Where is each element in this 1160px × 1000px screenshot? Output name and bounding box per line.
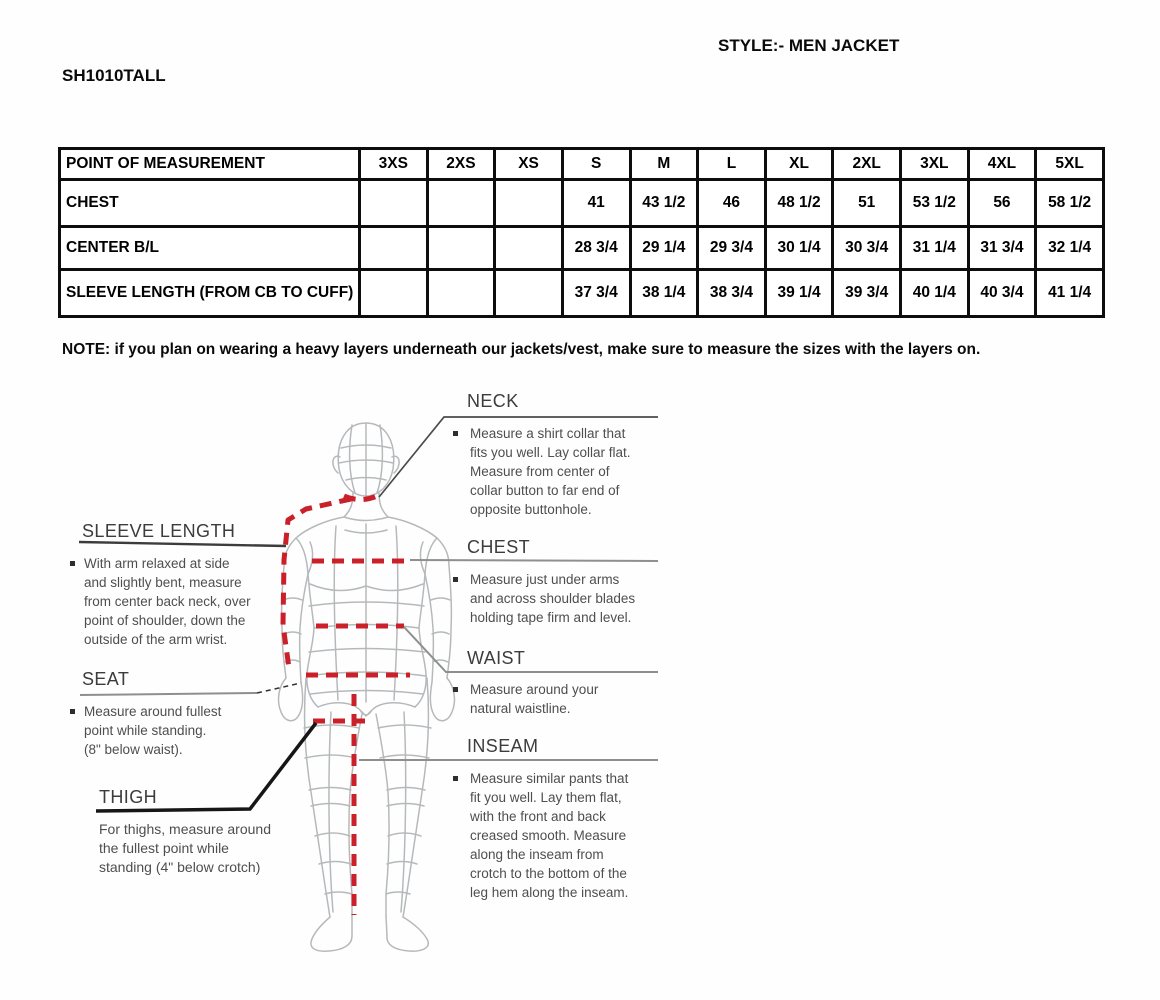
thigh-heading: THIGH: [99, 787, 157, 807]
col-header: POINT OF MEASUREMENT: [60, 149, 360, 180]
size-value-cell: 40 1/4: [901, 270, 969, 317]
sleeve-underline: [79, 542, 286, 546]
col-header: 2XS: [427, 149, 495, 180]
size-value-cell: 30 1/4: [765, 227, 833, 270]
size-value-cell: 38 3/4: [698, 270, 766, 317]
size-value-cell: 28 3/4: [562, 227, 630, 270]
chest-heading: CHEST: [467, 537, 531, 557]
bullet-icon: [453, 687, 458, 692]
thigh-instructions: For thighs, measure around the fullest point while standing (4" below crotch): [99, 821, 271, 875]
sleeve-instructions: With arm relaxed at side and slightly bent, measure from center back neck, over point of shoulder, down the outside of the arm wrist.: [84, 556, 251, 647]
seat-heading: SEAT: [82, 669, 130, 689]
col-header: XL: [765, 149, 833, 180]
style-title: STYLE:- MEN JACKET: [718, 36, 900, 55]
size-value-cell: 39 1/4: [765, 270, 833, 317]
mannequin-wireframe: [279, 423, 455, 951]
row-label: CHEST: [60, 180, 360, 227]
col-header: 4XL: [968, 149, 1036, 180]
neck-heading: NECK: [467, 391, 519, 411]
product-code: SH1010TALL: [62, 66, 166, 85]
size-value-cell: 53 1/2: [901, 180, 969, 227]
seat-instructions: Measure around fullest point while standing. (8" below waist).: [84, 704, 222, 757]
row-label: CENTER B/L: [60, 227, 360, 270]
inseam-instructions: Measure similar pants that fit you well. Lay them flat, with the front and back creased smooth. Measure along the inseam from crotch to the bottom of the leg hem along the inseam.: [470, 771, 629, 900]
col-header: S: [562, 149, 630, 180]
sleeve-measure-line: [283, 499, 351, 668]
size-value-cell: 29 3/4: [698, 227, 766, 270]
neck-instructions: Measure a shirt collar that fits you well. Lay collar flat. Measure from center of collar button to far end of opposite buttonhole.: [470, 426, 631, 517]
seat-underline: [80, 693, 257, 695]
waist-instructions: Measure around your natural waistline.: [470, 682, 599, 716]
size-value-cell: 51: [833, 180, 901, 227]
col-header: 3XS: [360, 149, 428, 180]
size-value-cell: 43 1/2: [630, 180, 698, 227]
size-value-cell: 30 3/4: [833, 227, 901, 270]
size-value-cell: 32 1/4: [1036, 227, 1104, 270]
waist-leader-line: [404, 627, 658, 672]
inseam-heading: INSEAM: [467, 736, 539, 756]
size-value-cell: 40 3/4: [968, 270, 1036, 317]
col-header: 3XL: [901, 149, 969, 180]
layers-note: NOTE: if you plan on wearing a heavy layers underneath our jackets/vest, make sure to measure the sizes with the layers on.: [62, 341, 981, 358]
size-value-cell: 37 3/4: [562, 270, 630, 317]
bullet-icon: [453, 577, 458, 582]
size-value-cell: 41: [562, 180, 630, 227]
size-value-cell: 46: [698, 180, 766, 227]
col-header: XS: [495, 149, 563, 180]
col-header: 2XL: [833, 149, 901, 180]
size-value-cell: 41 1/4: [1036, 270, 1104, 317]
size-value-cell: 31 1/4: [901, 227, 969, 270]
bullet-icon: [70, 709, 75, 714]
chest-leader-line: [410, 560, 658, 561]
size-value-cell: 38 1/4: [630, 270, 698, 317]
size-value-cell: 31 3/4: [968, 227, 1036, 270]
size-value-cell: 39 3/4: [833, 270, 901, 317]
waist-heading: WAIST: [467, 648, 526, 668]
col-header: 5XL: [1036, 149, 1104, 180]
bullet-icon: [70, 561, 75, 566]
size-value-cell: 48 1/2: [765, 180, 833, 227]
bullet-icon: [453, 776, 458, 781]
row-label: SLEEVE LENGTH (FROM CB TO CUFF): [60, 270, 360, 317]
size-value-cell: 56: [968, 180, 1036, 227]
sleeve-heading: SLEEVE LENGTH: [82, 521, 236, 541]
size-value-cell: 58 1/2: [1036, 180, 1104, 227]
col-header: M: [630, 149, 698, 180]
size-value-cell: 29 1/4: [630, 227, 698, 270]
chest-instructions: Measure just under arms and across shoulder blades holding tape firm and level.: [470, 572, 636, 625]
bullet-icon: [453, 431, 458, 436]
col-header: L: [698, 149, 766, 180]
